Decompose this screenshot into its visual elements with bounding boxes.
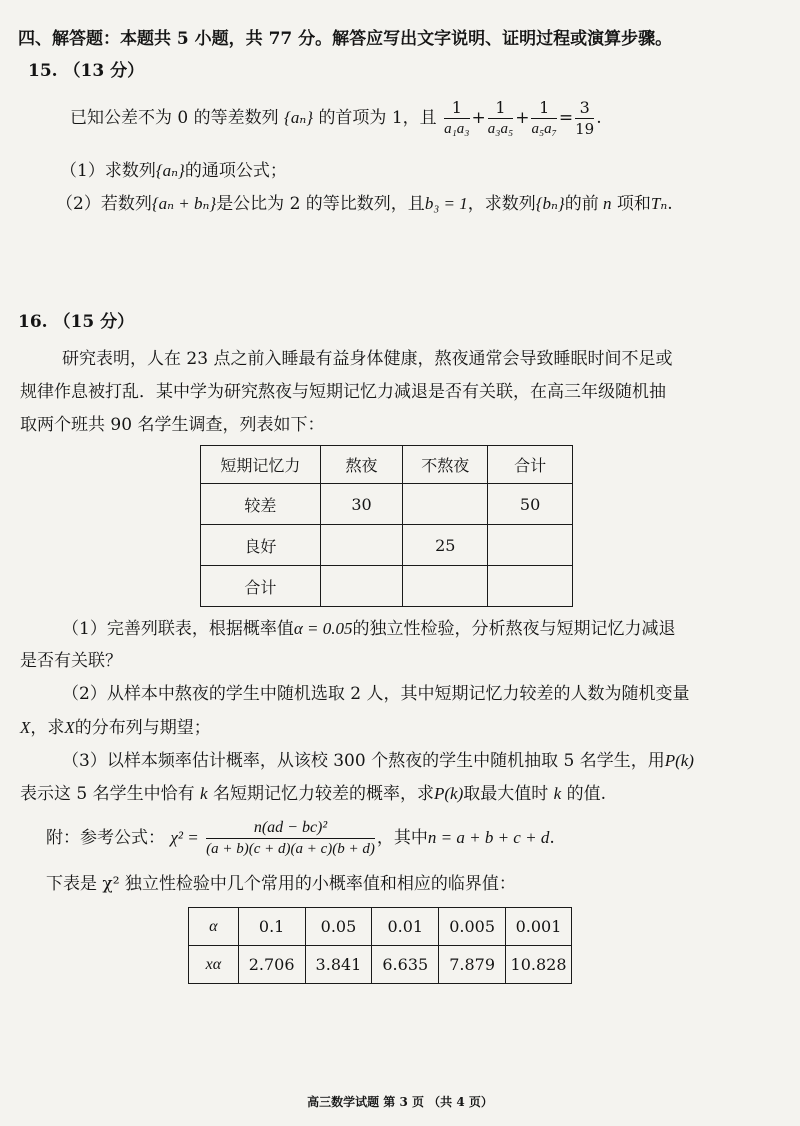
table-cell: 6.635 (372, 946, 439, 984)
section-heading: 四、解答题：本题共 5 小题，共 77 分。解答应写出文字说明、证明过程或演算步骤。 (18, 29, 673, 49)
table-row (201, 484, 573, 525)
crit-table-intro: 下表是 χ² 独立性检验中几个常用的小概率值和相应的临界值： (46, 874, 516, 894)
table-cell: xα (189, 946, 239, 984)
table-header-cell: 不熬夜 (403, 446, 488, 484)
table-cell: 0.1 (238, 908, 305, 946)
table-cell: 0.01 (372, 908, 439, 946)
q15-header (28, 63, 144, 80)
q16-part2-line1: （2）从样本中熬夜的学生中随机选取 2 人，其中短期记忆力较差的人数为随机变量 (62, 684, 690, 704)
table-row (201, 525, 573, 566)
table-header-cell: 合计 (488, 446, 573, 484)
q15-stem: 已知公差不为 0 的等差数列 {aₙ} 的首项为 1，且 $\frac{1}{\text{a₁a₃}}$ + $\frac{1}{\text{a₃a₅}}$ + $\frac{1}{\text{a₅a₇}}$ = $\frac{3}{19}$ . (70, 98, 602, 138)
table-cell: 7.879 (439, 946, 506, 984)
q16-points: （15 分） (53, 312, 135, 332)
q15-stem-pre: 已知公差不为 0 的等差数列 (70, 108, 279, 128)
table-cell: 0.005 (439, 908, 506, 946)
q15-frac-1: $\frac{1}{\text{a₁a₃}}$ (444, 98, 470, 137)
q15-points: （13 分） (63, 61, 145, 81)
q16-part1-line2: 是否有关联？ (20, 651, 122, 671)
table-header-cell: 熬夜 (320, 446, 403, 484)
table-cell: 30 (320, 484, 403, 525)
table-cell: 合计 (201, 566, 321, 607)
table-cell (488, 525, 573, 566)
q16-intro-1: 研究表明，人在 23 点之前入睡最有益身体健康，熬夜通常会导致睡眠时间不足或 (62, 349, 673, 369)
q15-part1: （1）求数列{aₙ}的通项公式； (60, 161, 287, 181)
contingency-table (200, 445, 573, 607)
table-header-row (201, 446, 573, 484)
table-header-cell: 短期记忆力 (201, 446, 321, 484)
q15-stem-mid: 的首项为 1，且 (318, 108, 437, 128)
q15-frac-3: $\frac{1}{\text{a₅a₇}}$ (531, 98, 557, 137)
table-cell (488, 566, 573, 607)
page-footer: 高三数学试题 第 3 页 （共 4 页） (307, 1095, 493, 1109)
table-cell: 良好 (201, 525, 321, 566)
q16-part2-line2: X，求X的分布列与期望； (20, 718, 211, 738)
table-cell: 10.828 (506, 946, 572, 984)
table-row (201, 566, 573, 607)
table-cell: α (189, 908, 239, 946)
q15-frac-rhs: $\frac{3}{19}$ (575, 98, 595, 138)
table-cell (403, 484, 488, 525)
table-cell: 较差 (201, 484, 321, 525)
critical-value-table (188, 907, 572, 984)
table-cell (320, 525, 403, 566)
table-cell: 0.05 (305, 908, 372, 946)
q16-part3-line1: （3）以样本频率估计概率，从该校 300 个熬夜的学生中随机抽取 5 名学生，用P(k) (62, 751, 694, 771)
table-row (189, 908, 572, 946)
table-cell: 3.841 (305, 946, 372, 984)
q16-part1-line1: （1）完善列联表，根据概率值α = 0.05的独立性检验，分析熬夜与短期记忆力减退 (62, 619, 676, 639)
q16-part3-line2: 表示这 5 名学生中恰有 k 名短期记忆力较差的概率，求P(k)取最大值时 k 的值. (20, 784, 607, 804)
table-cell: 25 (403, 525, 488, 566)
table-cell: 50 (488, 484, 573, 525)
q16-label: 16. (18, 312, 48, 332)
chi-square-fraction: $\frac{\text{n(ad − bc)²}}{(a + b)(c + d)(a + c)(b + d)}$ (206, 819, 375, 857)
q15-seq-a: {aₙ} (284, 108, 314, 127)
q16-intro-2: 规律作息被打乱．某中学为研究熬夜与短期记忆力减退是否有关联，在高三年级随机抽 (20, 382, 666, 402)
q15-frac-2: $\frac{1}{\text{a₃a₅}}$ (487, 98, 514, 137)
table-cell (320, 566, 403, 607)
q15-label: 15. (28, 61, 58, 81)
table-row (189, 946, 572, 984)
table-cell (403, 566, 488, 607)
table-cell: 0.001 (506, 908, 572, 946)
q15-part2: （2）若数列{aₙ + bₙ}是公比为 2 的等比数列，且b₃ = 1，求数列{bₙ}的前 n 项和Tₙ. (56, 194, 673, 214)
ref-formula: 附：参考公式： χ² = $\frac{\text{n(ad − bc)²}}{(a + b)(c + d)(a + c)(b + d)}$ ，其中n = a + b + c + d. (46, 819, 555, 857)
q16-intro-3: 取两个班共 90 名学生调查，列表如下： (20, 415, 325, 435)
q16-header (18, 314, 134, 331)
table-cell: 2.706 (238, 946, 305, 984)
